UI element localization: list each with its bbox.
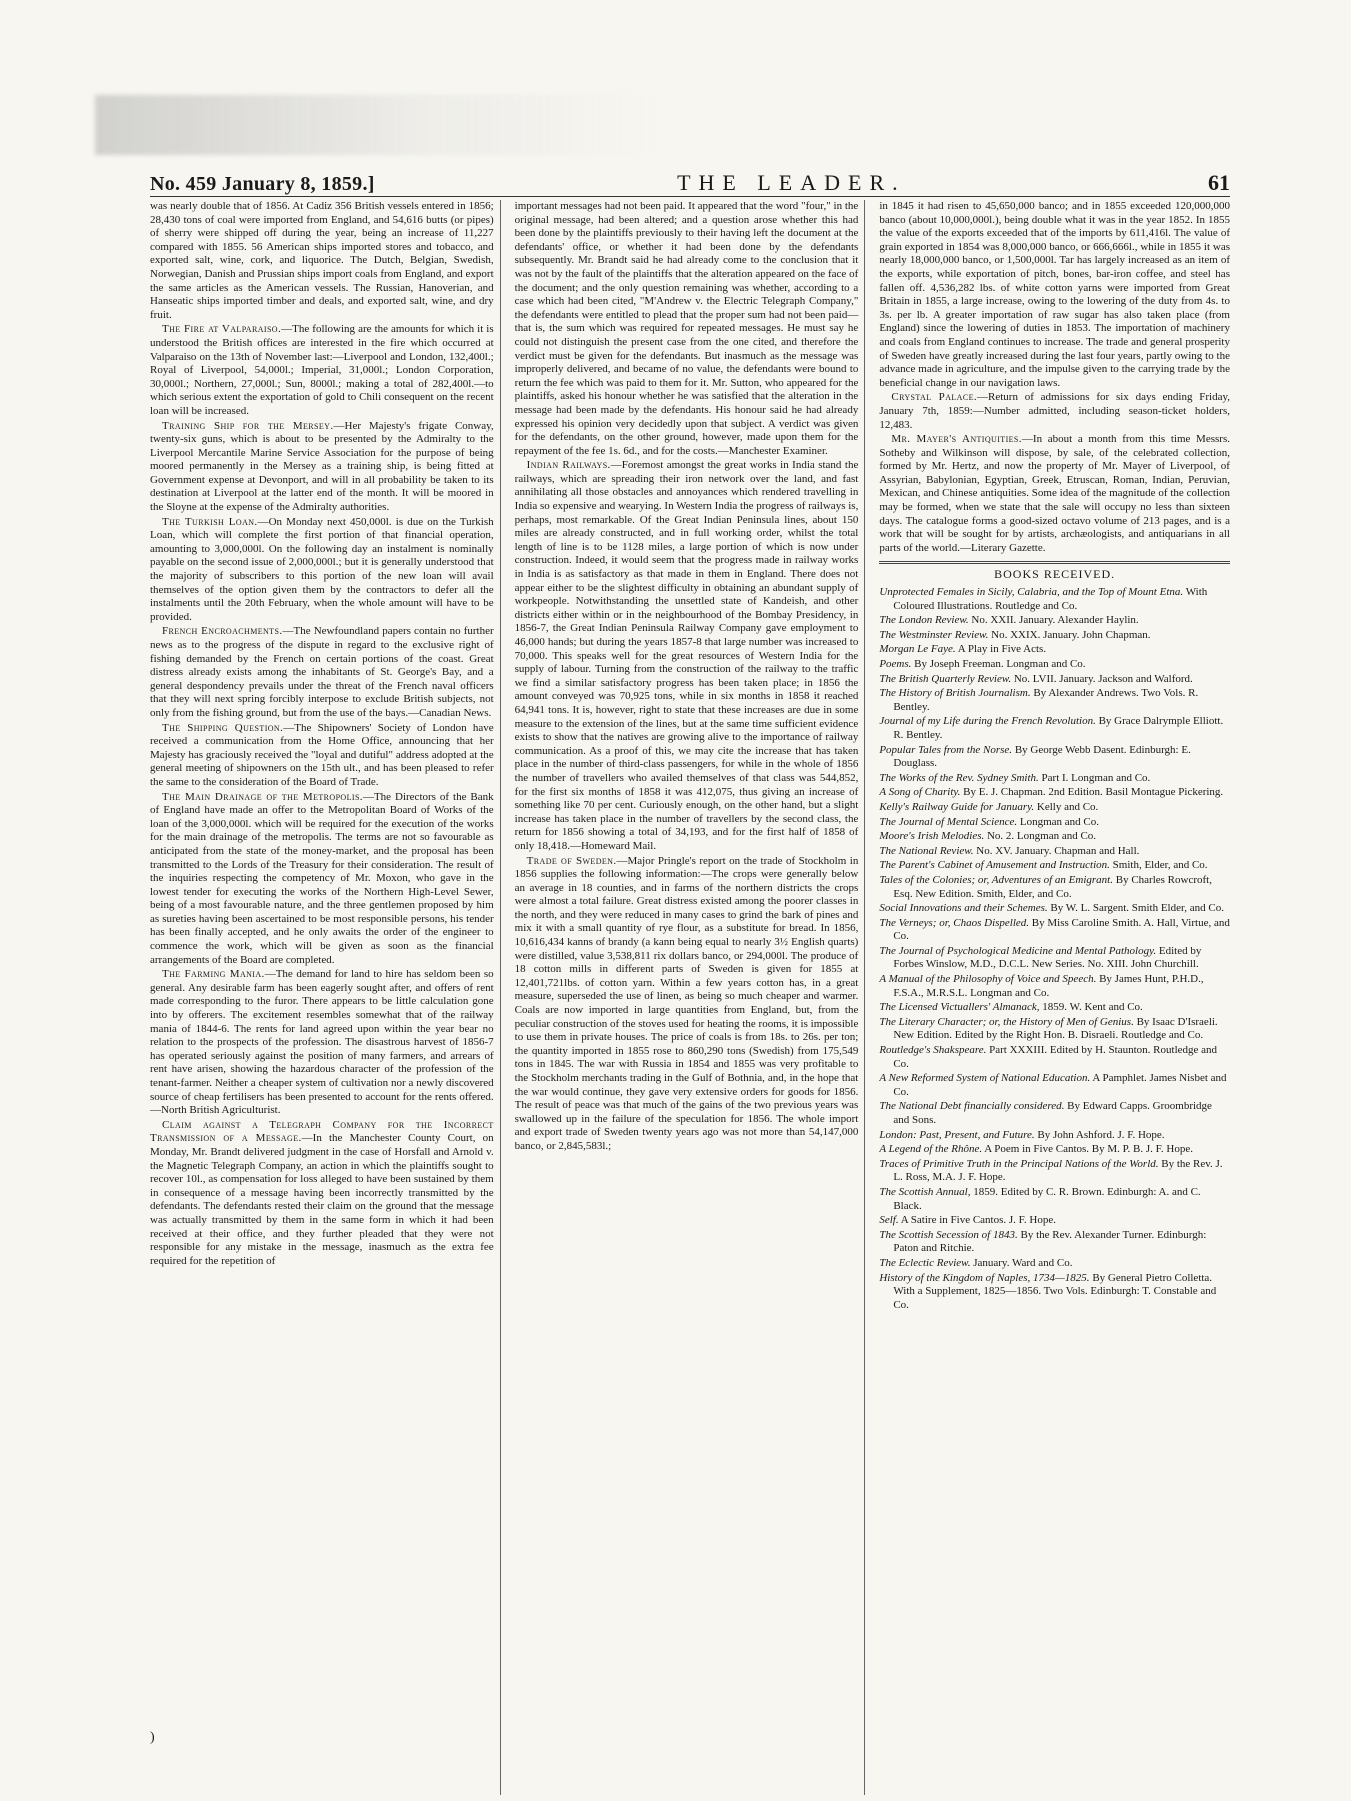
book-details: By E. J. Chapman. 2nd Edition. Basil Montague Pickering. [960,786,1224,799]
book-title: History of the Kingdom of Naples, 1734—1825. [879,1271,1090,1284]
article-paragraph [879,391,1230,432]
book-details: By Miss Caroline Smith. A. Hall, Virtue, and Co. [893,916,1230,943]
article-paragraph [150,625,494,720]
book-details: By Edward Capps. Groombridge and Sons. [893,1100,1212,1126]
article-paragraph [150,323,494,418]
book-entry [879,1100,1230,1127]
book-title: Traces of Primitive Truth in the Principal Nations of the World. [879,1157,1159,1170]
article-paragraph [879,433,1230,555]
paragraph-text: —In the Manchester County Court, on Monday, Mr. Brandt delivered judgment in the case of Horsfall and Arnold v. the Magnetic Telegraph Company, an action in which the plaintiffs sought to recover 10l., as compensation for loss alleged to have been sustained by them in consequence of a message having been incorrectly transmitted by the defendants. The defendants rested their claim on the ground that the message was actually transmitted by them in the same form in which it had been received at their office, and they further pleaded that they were not responsible for any mistake in the message, inasmuch as the extra fee required for the repetition of [150,1132,494,1267]
issue-date: No. 459 January 8, 1859.] [150,173,375,195]
book-details: By the Rev. J. L. Ross, M.A. J. F. Hope. [893,1157,1223,1184]
book-title: The British Quarterly Review. [879,672,1012,685]
book-title: The Westminster Review. [879,628,989,641]
book-title: The National Debt financially considered. [879,1100,1065,1113]
book-details: Edited by Forbes Winslow, M.D., D.C.L. New Series. No. XIII. John Churchill. [893,944,1202,971]
book-entry [879,1016,1230,1043]
section-divider [879,561,1230,564]
article-paragraph [515,200,859,458]
paragraph-lead: Trade of Sweden. [526,854,617,867]
paragraph-text: —The demand for land to hire has seldom been so general. Any desirable farm has been eagerly sought after, and offers of rent made corresponding to the furor. There appears to be little calculation gone into by offerers. The excitement resembles somewhat that of the railway mania of 1844-6. The rents for land agreed upon within the year bear no relation to the prospects of the profession. The disastrous harvest of 1856-7 has operated seriously against the position of many farmers, and arrears of rent have arisen, showing the hazardous character of the profession of the tenant-farmer. Neither a cheaper system of cultivation nor a newly discovered source of cheap fertilisers has been presented to account for the rents offered.—North British Agriculturist. [150,968,494,1117]
book-details: Smith, Elder, and Co. [1109,859,1208,872]
book-entry [879,1257,1230,1271]
article-paragraph [150,420,494,515]
paragraph-text: important messages had not been paid. It appeared that the word "four," in the original message, had been altered; and a question arose whether this had been done by the plaintiffs previously to their having left the document at the defendants' office, or whether it had been done by the defendants subsequently. Mr. Brandt said he had already come to the conclusion that it was not by the fault of the plaintiffs that the alteration appeared on the face of the document; and the only question remaining was whether, according to a case which had been cited, "M'Andrew v. the Electric Telegraph Company," the defendants were entitled to plead that the proper sum had not been paid—that is, the sum which was required for repeated messages. He must say he could not distinguish the present case from the one cited, and therefore the verdict must be given for the defendants. But inasmuch as the message was improperly delivered, and became of no value, the defendants were bound to return the fee which was paid to them for it. Mr. Sutton, who appeared for the plaintiffs, asked his honour whether he was satisfied that the alteration in the message had been made by the defendants. His honour said he had already expressed his opinion very decidedly upon that subject. A verdict was given for the defendants, on the other ground, however, made upon them for the repayment of the fee 1s. 6d., and for the costs.—Manchester Examiner. [514,200,859,457]
book-title: Social Innovations and their Schemes. [879,902,1048,915]
paragraph-text: —Foremost amongst the great works in India stand the railways, which are spreading their iron network over the land, and fast annihilating all those obstacles and annoyances which rendered travelling in India so expensive and wearying. In Western India the progress of railways is, perhaps, most remarkable. Of the Great Indian Peninsula lines, about 150 miles are already constructed, and in full working order, whilst the total length of line is to be 1128 miles, a large portion of which is now under construction. Indeed, it would seem that the progress made in railway works in India is as satisfactory as that made in them in England. There does not appear either to be the slightest difficulty in obtaining an abundant supply of workpeople. Notwithstanding the unsettled state of Kandeish, and other districts either within or in the neighbourhood of the Bombay Presidency, in 1856-7, the Great Indian Peninsula Railway Company gave employment to 46,000 hands; but during the years 1857-8 that large number was increased to 70,000. This speaks well for the great resources of Western India for the supply of labour. Turning from the construction of the railway to the traffic we find a similar satisfactory progress has been taken place; in 1856 the amount conveyed was 70,925 tons, while in six months in 1858 it reached 64,941 tons. It is, however, right to state that these increases are due in some measure to the extension of the lines, but at the same time sufficient evidence exists to show that the natives are growing alive to the importance of railway communication. As a proof of this, we may cite the increase that has taken place in the number of third-class passengers, for while in the whole of 1856 the number of travellers who availed themselves of that class was 544,852, for the first six months of 1858 it was 412,075, thus giving an increase of something like 70 per cent. Curiously enough, on the other hand, but a slight increase has taken place in the number of travellers by the second class, the return for 1856 showing a total of 34,193, and for the first half of 1858 of only 18,418.—Homeward Mail. [514,459,859,852]
column-2 [515,200,866,1795]
book-entry [879,845,1230,859]
book-details: No. LVII. January. Jackson and Walford. [1011,672,1193,685]
margin-mark: ) [150,1730,155,1745]
book-entry [879,786,1230,800]
book-title: The Scottish Secession of 1843. [879,1228,1018,1241]
book-entry [879,973,1230,1000]
book-title: London: Past, Present, and Future. [879,1128,1035,1141]
book-entry [879,1143,1230,1157]
paragraph-lead: Indian Railways. [526,459,611,472]
book-title: The Literary Character; or, the History of Men of Genius. [879,1015,1134,1028]
book-details: By the Rev. Alexander Turner. Edinburgh: Paton and Ritchie. [893,1228,1207,1255]
paragraph-text: —The Shipowners' Society of London have received a communication from the Home Office, announcing that her Majesty has graciously received the "loyal and dutiful" address adopted at the general meeting of shipowners on the 15th ult., and has been pleased to refer the same to the consideration of the Board of Trade. [150,721,494,788]
book-title: A Song of Charity. [879,786,961,799]
paragraph-text: —The Directors of the Bank of England have made an offer to the Metropolitan Board of Works of the loan of the 3,000,000l. which will be required for the execution of the works for the main drainage of the metropolis. The terms are not so favourable as anticipated from the state of the money-market, and the proposal has been transmitted to the Lords of the Treasury for their consideration. The result of the inquiries respecting the competency of Mr. Moxon, who gave in the lowest tender for executing the works of the Northern High-Level Sewer, being of a most favourable nature, and the three gentlemen proposed by him as sureties having been ascertained to be most responsible persons, his tender has been finally accepted, and he only awaits the order of the engineer to commence the work, which will be given as soon as the financial arrangements of the Board are completed. [150,790,494,966]
book-title: The Parent's Cabinet of Amusement and Instruction. [879,859,1110,872]
book-entry [879,614,1230,628]
book-entry [879,744,1230,771]
book-title: Self. [879,1214,899,1227]
book-details: By W. L. Sargent. Smith Elder, and Co. [1047,902,1224,915]
book-entry [879,1072,1230,1099]
book-details: By George Webb Dasent. Edinburgh: E. Douglass. [893,743,1191,770]
paragraph-text: —The following are the amounts for which it is understood the British offices are interested in the fire which occurred at Valparaiso on the 13th of November last:—Liverpool and London, 132,400l.; Royal of Liverpool, 54,000l.; Imperial, 31,000l.; London Corporation, 30,000l.; Northern, 27,000l.; Sun, 8000l.; making a total of 282,400l.—to which serious extent the exportation of gold to Chili consequent on the recent loan will be increased. [150,323,494,417]
book-details: By Joseph Freeman. Longman and Co. [911,658,1086,670]
book-details: No. 2. Longman and Co. [984,830,1097,843]
paragraph-lead: Claim against a Telegraph Company for the Incorrect Transmission of a Message. [150,1118,494,1145]
article-paragraph [515,855,859,1154]
article-paragraph [150,791,494,968]
paragraph-text: —On Monday next 450,000l. is due on the Turkish Loan, which will complete the first portion of that financial operation, amounting to 3,000,000l. On the following day an instalment is nominally payable on the second issue of 2,000,000l.; but it is generally understood that the majority of subscribers to this portion of the new loan will avail themselves of the option given them by the contractors to defer all the instalments until the 20th February, when the whole amount will have to be provided. [150,515,494,623]
article-paragraph [150,200,494,322]
book-details: A Satire in Five Cantos. J. F. Hope. [898,1214,1056,1227]
book-details: By Grace Dalrymple Elliott. R. Bentley. [893,715,1224,741]
page-header [150,170,1230,197]
article-paragraph [150,968,494,1118]
book-title: Unprotected Females in Sicily, Calabria, and the Top of Mount Etna. [879,586,1184,599]
book-entry [879,874,1230,901]
book-title: Routledge's Shakspeare. [879,1044,987,1057]
paragraph-lead: French Encroachments. [162,625,283,638]
book-title: The Licensed Victuallers' Almanack, [879,1001,1040,1014]
article-paragraph [150,1119,494,1269]
book-title: The Journal of Psychological Medicine and Mental Pathology. [879,944,1157,957]
book-details: With Coloured Illustrations. Routledge and Co. [893,586,1208,612]
book-details: By James Hunt, P.H.D., F.S.A., M.R.S.L. Longman and Co. [893,973,1204,999]
book-title: A New Reformed System of National Education. [879,1072,1091,1085]
book-title: The Scottish Annual, [879,1185,971,1198]
book-details: No. XXII. January. Alexander Haylin. [968,614,1139,627]
book-entry [879,1214,1230,1228]
paragraph-text: —Her Majesty's frigate Conway, twenty-six guns, which is about to be presented by the Admiralty to the Liverpool Mercantile Marine Service Association for the purpose of being moored permanently in the Mersey as a training ship, is being fitted at Government expense at Devonport, and will in all probability be taken to its destination at Liverpool at the latter end of the month. It will be moored in the Sloyne at the expense of the Admiralty authorities. [150,419,494,514]
page-number: 61 [1207,170,1230,195]
book-details: By General Pietro Colletta. With a Supplement, 1825—1856. Two Vols. Edinburgh: T. Constable and Co. [893,1271,1217,1311]
book-title: A Manual of the Philosophy of Voice and Speech. [879,973,1097,986]
book-entry [879,586,1230,613]
book-details: A Pamphlet. James Nisbet and Co. [893,1072,1227,1098]
books-received-list [879,586,1230,1312]
book-entry [879,629,1230,643]
paragraph-lead: The Fire at Valparaiso. [162,323,282,336]
book-entry [879,658,1230,672]
paragraph-text: —In about a month from this time Messrs. Sotheby and Wilkinson will dispose, by sale, of the celebrated collection, formed by Mr. Hertz, and now the property of Mr. Mayer of Liverpool, of Assyrian, Babylonian, Egyptian, Greek, Etruscan, Roman, Indian, Peruvian, Mexican, and Chinese antiquities. Some idea of the magnitude of the collection may be formed, when we state that the sale will occupy no less than sixteen days. The catalogue forms a good-sized octavo volume of 213 pages, and is a work that will be sought for by artists, archæologists, and antiquarians in all parts of the world.—Literary Gazette. [879,433,1230,554]
book-details: 1859. W. Kent and Co. [1039,1001,1143,1014]
paragraph-lead: The Main Drainage of the Metropolis. [162,790,363,803]
article-paragraph [150,722,494,790]
book-title: Popular Tales from the Norse. [879,743,1013,756]
book-title: The Verneys; or, Chaos Dispelled. [879,916,1030,929]
column-3 [879,200,1230,1795]
scan-smudge [95,95,655,155]
book-title: Tales of the Colonies; or, Adventures of an Emigrant. [879,873,1113,886]
book-entry [879,1272,1230,1313]
book-entry [879,1001,1230,1015]
paragraph-lead: Crystal Palace. [891,391,978,404]
book-details: January. Ward and Co. [970,1256,1073,1269]
book-entry [879,643,1230,657]
paragraph-text: was nearly double that of 1856. At Cadiz 356 British vessels entered in 1856; 28,430 tons of coal were imported from England, and 54,616 butts (or pipes) of sherry were shipped off during the year, being an increase of 11,227 compared with 1855. 56 American ships imported stores and tobacco, and exported salt, wine, cork, and liquorice. The Dutch, Belgian, Swedish, Norwegian, Danish and Prussian ships import coals from England, and export the same articles as the American vessels. The Russian, Hanoverian, and Hanseatic ships imported timber and deals, and exported salt, wine, and dry fruit. [150,200,494,321]
column-1 [150,200,501,1795]
paragraph-lead: The Farming Mania. [162,968,265,981]
book-title: The Works of the Rev. Sydney Smith. [879,771,1039,784]
book-entry [879,772,1230,786]
book-entry [879,830,1230,844]
book-details: A Play in Five Acts. [955,643,1047,656]
book-details: Part XXXIII. Edited by H. Staunton. Routledge and Co. [893,1044,1218,1070]
book-entry [879,902,1230,916]
paragraph-lead: Mr. Mayer's Antiquities. [891,433,1022,446]
book-title: Kelly's Railway Guide for January. [879,800,1035,813]
book-title: Moore's Irish Melodies. [879,830,985,843]
book-details: No. XV. January. Chapman and Hall. [973,844,1140,857]
book-entry [879,1158,1230,1185]
article-paragraph [150,516,494,625]
paragraph-lead: The Turkish Loan. [162,515,258,528]
book-entry [879,715,1230,742]
book-title: The Eclectic Review. [879,1256,971,1269]
book-entry [879,1229,1230,1256]
book-details: By John Ashford. J. F. Hope. [1034,1128,1165,1141]
book-title: A Legend of the Rhône. [879,1143,983,1156]
book-title: Poems. [879,658,912,670]
book-entry [879,945,1230,972]
book-entry [879,801,1230,815]
book-details: Kelly and Co. [1034,800,1099,813]
book-entry [879,687,1230,714]
column-3-articles [879,200,1230,555]
book-entry [879,1129,1230,1143]
book-title: The Journal of Mental Science. [879,815,1018,828]
book-entry [879,1044,1230,1071]
book-details: No. XXIX. January. John Chapman. [988,628,1151,641]
books-received-heading: BOOKS RECEIVED. [994,567,1116,582]
article-columns [150,200,1230,1795]
book-title: The London Review. [879,614,969,627]
book-title: The National Review. [879,844,974,857]
book-entry [879,816,1230,830]
book-details: A Poem in Five Cantos. By M. P. B. J. F. Hope. [982,1143,1193,1156]
book-details: 1859. Edited by C. R. Brown. Edinburgh: A. and C. Black. [893,1185,1201,1212]
paragraph-lead: The Shipping Question. [162,721,284,734]
book-title: The History of British Journalism. [879,687,1031,700]
book-details: By Alexander Andrews. Two Vols. R. Bentley. [893,687,1199,713]
book-details: By Isaac D'Israeli. New Edition. Edited by the Right Hon. B. Disraeli. Routledge and Co. [893,1015,1218,1042]
book-entry [879,859,1230,873]
book-entry [879,1186,1230,1213]
masthead-title: THE LEADER. [677,170,906,195]
book-details: Longman and Co. [1017,815,1099,828]
article-paragraph [515,459,859,853]
book-entry [879,917,1230,944]
paragraph-text: in 1845 it had risen to 45,650,000 banco; and in 1855 exceeded 120,000,000 banco (about 10,000,000l.), being double what it was in the year 1852. In 1855 the value of the exports exceeded that of the imports by 611,416l. The value of grain exported in 1854 was 8,000,000 banco, or 666,666l., while in 1855 it was nearly 18,000,000 banco, or 1,500,000l. Tar has largely increased as an item of the exports, while exportation of pitch, bones, bar-iron coffee, and steel has fallen off. 4,536,282 lbs. of white cotton yarns were imported from Great Britain in 1855, a large increase, owing to the lowering of the duty from 4s. to 3s. per lb. A greater importation of raw sugar has also taken place (from England) since the lowering of duties in 1853. The importation of machinery and coals from England continues to increase. The trade and general prosperity of Sweden have greatly increased during the last four years, partly owing to the advance made in agriculture, and the impulse given to the carrying trade by the beneficial change in our navigation laws. [879,200,1230,389]
paragraph-lead: Training Ship for the Mersey. [162,419,334,432]
paragraph-text: —Major Pringle's report on the trade of Stockholm in 1856 supplies the following information:—The crops were generally below an average in 18 counties, and in farms of the northern districts the crops were almost a total failure. Great distress existed among the poorer classes in the north, and they were reduced in many cases to grind the bark of pines and mix it with a small quantity of rye flour, as a substitute for bread. In 1856, 10,616,434 kanns of brandy (a kann being equal to nearly 3½ English quarts) were distilled, value 3,538,811 rix dollars banco, or 294,000l. The produce of 18 cotton mills in different parts of Sweden is given for 1855 at 12,401,721lbs. of cotton yarn. Within a few years cotton has, in a great measure, superseded the use of linen, as being so much cheaper and warmer. Coals are now imported in large quantities from England, but, from the peculiar construction of the stoves used for heating the rooms, it is impossible to use them in private houses. The price of coals is from 18s. to 26s. per ton; the quantity imported in 1855 rose to 860,290 tons (Swedish) from 175,549 tons in 1845. The war with Russia in 1854 and 1855 was very profitable to the Stockholm merchants trading in the Gulf of Bothnia, and, in the hope that the war would continue, they gave very extensive orders for goods for 1856. The result of peace was that much of the gains of the two previous years was swallowed up in the failure of the speculation for 1856. The whole import and export trade of Sweden twenty years ago was not more than 54,147,000 banco, or 2,845,583l.; [514,854,859,1152]
paragraph-text: —Return of admissions for six days ending Friday, January 7th, 1859:—Number admitted, including season-ticket holders, 12,483. [879,391,1230,431]
book-title: Morgan Le Faye. [879,643,956,656]
book-title: Journal of my Life during the French Revolution. [879,715,1096,728]
book-details: By Charles Rowcroft, Esq. New Edition. Smith, Elder, and Co. [893,873,1212,900]
book-details: Part I. Longman and Co. [1038,771,1151,784]
paragraph-text: —The Newfoundland papers contain no further news as to the progress of the dispute in regard to the exclusive right of fishing demanded by the French on certain portions of the coast. Great distress already exists among the inhabitants of St. George's Bay, and a general despondency prevails under the threat of the French naval officers that they will next spring forcibly interpose to exclude British subjects, not only from the fishing ground, but from the use of the bays.—Canadian News. [150,625,494,719]
book-entry [879,673,1230,687]
article-paragraph [879,200,1230,390]
